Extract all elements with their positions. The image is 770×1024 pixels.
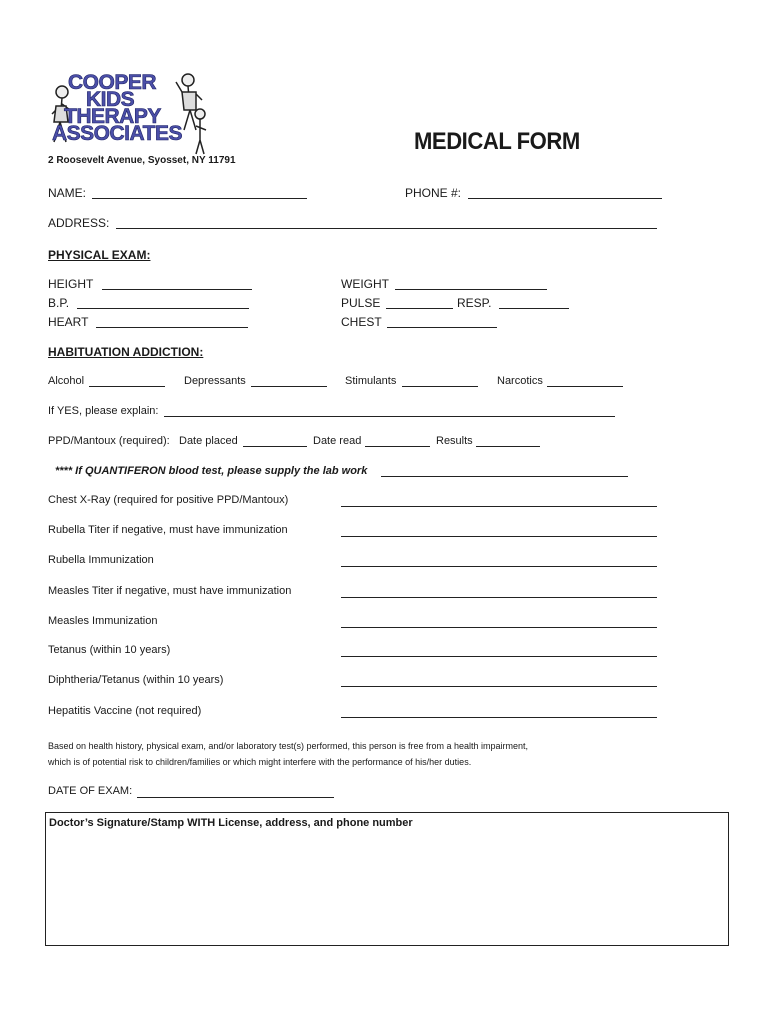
weight-field[interactable] [395, 289, 547, 290]
stimulants-label: Stimulants [345, 375, 397, 387]
height-field[interactable] [102, 289, 252, 290]
test-label-measles-titer: Measles Titer if negative, must have immunization [48, 585, 292, 597]
phone-label: PHONE #: [405, 186, 462, 200]
narcotics-field[interactable] [547, 386, 623, 387]
statement-line-2: which is of potential risk to children/families or which might interfere with the performance of his/her duties. [48, 757, 472, 767]
test-label-hepatitis: Hepatitis Vaccine (not required) [48, 705, 202, 717]
test-field-measles-immunization[interactable] [341, 627, 657, 628]
name-field[interactable] [92, 198, 307, 199]
results-field[interactable] [476, 446, 540, 447]
logo-line-4: ASSOCIATES [52, 122, 182, 145]
test-field-rubella-titer[interactable] [341, 536, 657, 537]
statement-line-1: Based on health history, physical exam, and/or laboratory test(s) performed, this person is free from a health impairment, [48, 741, 529, 751]
signature-box[interactable] [45, 812, 729, 946]
quantiferon-field[interactable] [381, 476, 628, 477]
test-field-chest-xray[interactable] [341, 506, 657, 507]
pulse-field[interactable] [386, 308, 453, 309]
test-label-diphtheria-tetanus: Diphtheria/Tetanus (within 10 years) [48, 674, 224, 686]
ppd-label: PPD/Mantoux (required): [48, 435, 170, 447]
results-label: Results [436, 435, 473, 447]
logo-line-1: COOPER [68, 71, 157, 94]
chest-field[interactable] [387, 327, 497, 328]
test-field-tetanus[interactable] [341, 656, 657, 657]
test-label-rubella-titer: Rubella Titer if negative, must have immunization [48, 524, 288, 536]
date-read-label: Date read [313, 435, 362, 447]
logo [50, 70, 210, 156]
logo-line-2: KIDS [86, 88, 135, 111]
resp-field[interactable] [499, 308, 569, 309]
test-field-measles-titer[interactable] [341, 597, 657, 598]
signature-box-label: Doctor’s Signature/Stamp WITH License, address, and phone number [49, 817, 413, 829]
alcohol-label: Alcohol [48, 375, 85, 387]
date-read-field[interactable] [365, 446, 430, 447]
bp-label: B.P. [48, 296, 70, 310]
name-label: NAME: [48, 186, 87, 200]
test-label-tetanus: Tetanus (within 10 years) [48, 644, 171, 656]
explain-label: If YES, please explain: [48, 405, 159, 417]
habituation-heading: HABITUATION ADDICTION: [48, 345, 204, 359]
depressants-field[interactable] [251, 386, 327, 387]
test-label-measles-immunization: Measles Immunization [48, 615, 158, 627]
page-title: MEDICAL FORM [414, 128, 580, 155]
chest-label: CHEST [341, 315, 382, 329]
header-address: 2 Roosevelt Avenue, Syosset, NY 11791 [48, 155, 236, 166]
test-field-hepatitis[interactable] [341, 717, 657, 718]
test-label-rubella-immunization: Rubella Immunization [48, 554, 154, 566]
date-placed-field[interactable] [243, 446, 307, 447]
heart-label: HEART [48, 315, 89, 329]
date-of-exam-field[interactable] [137, 797, 334, 798]
alcohol-field[interactable] [89, 386, 165, 387]
test-field-diphtheria-tetanus[interactable] [341, 686, 657, 687]
date-of-exam-label: DATE OF EXAM: [48, 785, 133, 797]
test-field-rubella-immunization[interactable] [341, 566, 657, 567]
depressants-label: Depressants [184, 375, 246, 387]
resp-label: RESP. [457, 296, 492, 310]
explain-field[interactable] [164, 416, 615, 417]
weight-label: WEIGHT [341, 277, 389, 291]
pulse-label: PULSE [341, 296, 381, 310]
address-field[interactable] [116, 228, 657, 229]
height-label: HEIGHT [48, 277, 94, 291]
address-label: ADDRESS: [48, 216, 110, 230]
heart-field[interactable] [96, 327, 248, 328]
quantiferon-note: **** If QUANTIFERON blood test, please supply the lab work [55, 465, 368, 477]
narcotics-label: Narcotics [497, 375, 543, 387]
physical-exam-heading: PHYSICAL EXAM: [48, 248, 151, 262]
test-label-chest-xray: Chest X-Ray (required for positive PPD/Mantoux) [48, 494, 289, 506]
phone-field[interactable] [468, 198, 662, 199]
date-placed-label: Date placed [179, 435, 238, 447]
stimulants-field[interactable] [402, 386, 478, 387]
bp-field[interactable] [77, 308, 249, 309]
logo-line-3: THERAPY [64, 105, 161, 128]
